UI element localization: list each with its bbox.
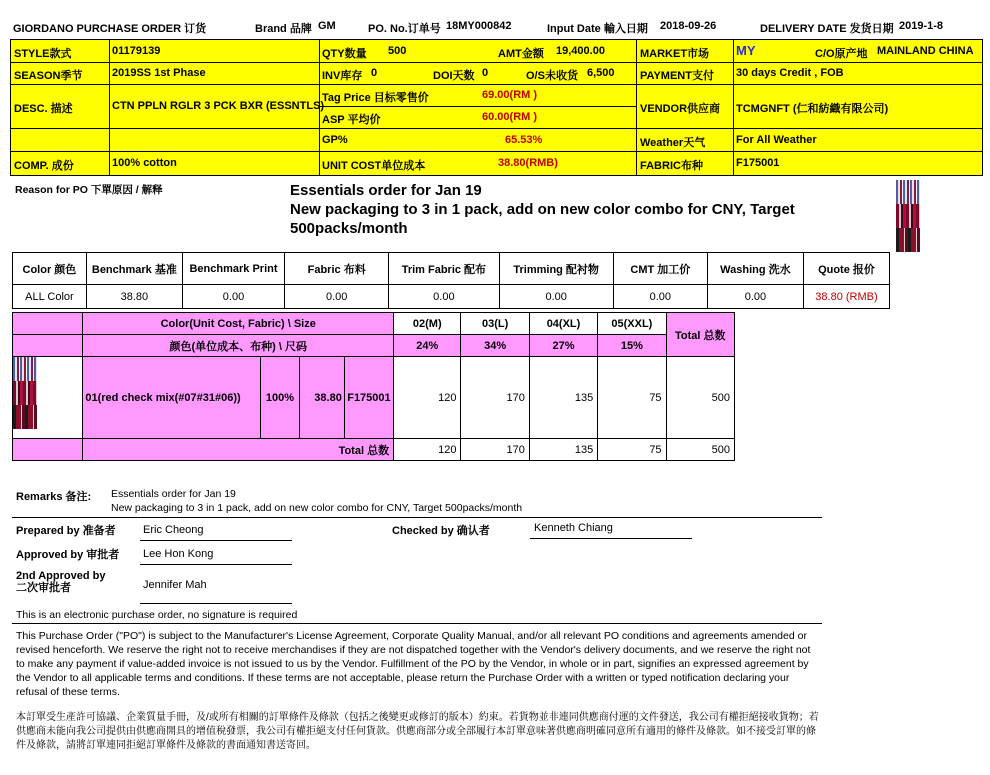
delivery-date-label: DELIVERY DATE 发货日期 bbox=[760, 23, 894, 35]
size-table-title: Color(Unit Cost, Fabric) \ Size bbox=[83, 313, 394, 335]
color-fabric-cell: F175001 bbox=[344, 357, 393, 439]
weather-value: For All Weather bbox=[736, 134, 817, 146]
os-value: 6,500 bbox=[587, 67, 615, 79]
color-swatch-cell bbox=[13, 357, 83, 439]
grand-total-cell: 500 bbox=[666, 439, 734, 461]
weather-label: Weather天气 bbox=[640, 137, 706, 149]
fabric-swatch-2 bbox=[896, 204, 920, 228]
benchmark-cell: 38.80 bbox=[86, 285, 182, 309]
benchmark-table bbox=[12, 252, 890, 309]
delivery-date-value: 2019-1-8 bbox=[899, 20, 944, 32]
fabric-swatch-3 bbox=[896, 228, 920, 252]
season-value: 2019SS 1st Phase bbox=[112, 67, 206, 79]
comp-label: COMP. 成份 bbox=[14, 160, 74, 172]
size-header: 04(XL) bbox=[529, 313, 597, 335]
color-cost-cell: 38.80 bbox=[299, 357, 344, 439]
benchmark-header-cell: CMT 加工价 bbox=[613, 253, 707, 285]
origin-label: C/O原产地 bbox=[815, 48, 868, 60]
size-percent: 27% bbox=[529, 335, 597, 357]
size-percent: 15% bbox=[598, 335, 666, 357]
terms-chinese: 本訂單受生產許可協議、企業質量手冊，及/或所有相關的訂單條件及條款（包括之後變更或修訂的版本）約束。若貨物並非連同供應商付運的文件發送，我公司有權拒絕接收貨物；若供應商未能向我公司提供由供應商開具的增值稅發票，我公司有權拒絕支付任何貨款。供應商部分或全部履行本訂單意味著供應商明確同意所有適用的條件及條款。如不接受訂單的條件及條款，請將訂單連同拒絕訂單條件及條款的書面通知書送寄回。 bbox=[16, 712, 819, 751]
totals-label: Total 总数 bbox=[83, 439, 394, 461]
po-number-label: PO. No.订单号 bbox=[368, 23, 441, 35]
row-total-cell: 500 bbox=[666, 357, 734, 439]
brand-label: Brand 品牌 bbox=[255, 23, 312, 35]
style-label: STYLE款式 bbox=[14, 48, 72, 60]
color-name-cell: 01(red check mix(#07#31#06)) bbox=[83, 357, 261, 439]
approved-by-label: Approved by 审批者 bbox=[16, 549, 120, 561]
size-percent: 24% bbox=[394, 335, 461, 357]
fabric-label: FABRIC布种 bbox=[640, 160, 703, 172]
qty-cell: 120 bbox=[394, 357, 461, 439]
second-approved-value: Jennifer Mah bbox=[143, 579, 207, 591]
gp-label: GP% bbox=[322, 134, 348, 146]
benchmark-header-cell: Quote 报价 bbox=[803, 253, 889, 285]
prepared-by-value: Eric Cheong bbox=[143, 524, 204, 536]
qty-cell: 75 bbox=[598, 357, 666, 439]
divider bbox=[12, 623, 822, 624]
terms-english: This Purchase Order ("PO") is subject to the Manufacturer's License Agreement, Corporate Quality Manual, and/or all relevant PO conditions and agreements amended or revised henceforth. We reserve the right not to receive merchandises if they are not dispatched together with the Vendor's delivery documents, and we reserve the right not to make any payment if value-added invoice is not issued to us by the Vendor. Fulfillment of the PO by the Vendor, in whole or in part, signifies an expressed agreement by the Vendor to all applicable terms and conditions. If these terms are not acceptable, please return the Purchase Order with a written or typed notification declaring your refusal of these terms. bbox=[16, 630, 811, 698]
brand-value: GM bbox=[318, 20, 336, 32]
second-approved-label: 2nd Approved by 二次审批者 bbox=[16, 570, 106, 594]
payment-value: 30 days Credit , FOB bbox=[736, 67, 844, 79]
qty-label: QTY数量 bbox=[322, 48, 367, 60]
divider bbox=[12, 517, 822, 518]
vendor-value: TCMGNFT (仁和紡織有限公司) bbox=[736, 103, 889, 115]
vendor-label: VENDOR供应商 bbox=[640, 103, 721, 115]
fabric-value: F175001 bbox=[736, 157, 780, 169]
size-header: 03(L) bbox=[461, 313, 529, 335]
input-date-label: Input Date 輸入日期 bbox=[547, 23, 648, 35]
color-swatch-2 bbox=[13, 381, 37, 405]
color-pct-cell: 100% bbox=[261, 357, 299, 439]
size-header: 02(M) bbox=[394, 313, 461, 335]
asp-label: ASP 平均价 bbox=[322, 114, 381, 126]
amt-label: AMT金额 bbox=[498, 48, 544, 60]
qty-value: 500 bbox=[388, 45, 407, 57]
doi-value: 0 bbox=[482, 67, 489, 79]
total-qty-cell: 120 bbox=[394, 439, 461, 461]
qty-cell: 135 bbox=[529, 357, 597, 439]
benchmark-quote-cell: 38.80 (RMB) bbox=[803, 285, 889, 309]
signature-line bbox=[140, 603, 292, 604]
unit-cost-label: UNIT COST单位成本 bbox=[322, 160, 426, 172]
prepared-by-label: Prepared by 准备者 bbox=[16, 525, 116, 537]
origin-value: MAINLAND CHINA bbox=[877, 45, 974, 57]
qty-cell: 170 bbox=[461, 357, 529, 439]
total-qty-cell: 170 bbox=[461, 439, 529, 461]
benchmark-header-cell: Washing 洗水 bbox=[707, 253, 803, 285]
total-qty-cell: 135 bbox=[529, 439, 597, 461]
benchmark-header-cell: Fabric 布料 bbox=[285, 253, 389, 285]
gp-value: 65.53% bbox=[505, 134, 543, 146]
payment-label: PAYMENT支付 bbox=[640, 70, 714, 82]
unit-cost-value: 38.80(RMB) bbox=[498, 157, 558, 169]
os-label: O/S未收货 bbox=[526, 70, 578, 82]
asp-value: 60.00(RM ) bbox=[482, 111, 538, 123]
tag-price-label: Tag Price 目标零售价 bbox=[322, 92, 429, 104]
benchmark-cell: 0.00 bbox=[613, 285, 707, 309]
size-percent: 34% bbox=[461, 335, 529, 357]
style-value: 01179139 bbox=[112, 45, 161, 57]
size-header: 05(XXL) bbox=[598, 313, 666, 335]
desc-value: CTN PPLN RGLR 3 PCK BXR (ESSNTLS) bbox=[112, 100, 325, 112]
totals-row bbox=[13, 439, 735, 461]
signature-line bbox=[140, 564, 292, 565]
po-number-value: 18MY000842 bbox=[446, 20, 512, 32]
input-date-value: 2018-09-26 bbox=[660, 20, 717, 32]
remarks-text: Essentials order for Jan 19 New packaging to 3 in 1 pack, add on new color combo for CNY, Target 500packs/month bbox=[111, 488, 523, 514]
market-value: MY bbox=[736, 43, 756, 58]
checked-by-value: Kenneth Chiang bbox=[534, 522, 613, 534]
benchmark-cell: 0.00 bbox=[707, 285, 803, 309]
benchmark-header-row bbox=[13, 253, 890, 285]
benchmark-row bbox=[13, 285, 890, 309]
reason-label: Reason for PO 下單原因 / 解释 bbox=[15, 184, 163, 196]
total-qty-cell: 75 bbox=[598, 439, 666, 461]
benchmark-cell: 0.00 bbox=[499, 285, 613, 309]
tag-price-value: 69.00(RM ) bbox=[482, 89, 538, 101]
inv-label: INV库存 bbox=[322, 70, 363, 82]
benchmark-header-cell: Benchmark Print bbox=[182, 253, 284, 285]
po-title: GIORDANO PURCHASE ORDER 订货 bbox=[13, 23, 207, 35]
signature-line bbox=[140, 540, 292, 541]
benchmark-cell: ALL Color bbox=[13, 285, 87, 309]
comp-value: 100% cotton bbox=[112, 157, 177, 169]
reason-text: Essentials order for Jan 19 New packaging to 3 in 1 pack, add on new color combo for CNY, Target 500packs/month bbox=[290, 182, 795, 237]
color-row bbox=[13, 357, 735, 439]
size-table-subtitle: 颜色(单位成本、布种) \ 尺码 bbox=[83, 335, 394, 357]
benchmark-header-cell: Benchmark 基准 bbox=[86, 253, 182, 285]
total-header: Total 总数 bbox=[666, 313, 734, 357]
amt-value: 19,400.00 bbox=[556, 45, 605, 57]
fabric-swatch-images bbox=[896, 180, 920, 252]
desc-label: DESC. 描述 bbox=[14, 103, 73, 115]
remarks-label: Remarks 备注: bbox=[16, 491, 92, 503]
benchmark-cell: 0.00 bbox=[389, 285, 499, 309]
season-label: SEASON季节 bbox=[14, 70, 83, 82]
benchmark-header-cell: Trimming 配衬物 bbox=[499, 253, 613, 285]
checked-by-label: Checked by 确认者 bbox=[392, 525, 490, 537]
signature-line bbox=[530, 538, 692, 539]
benchmark-cell: 0.00 bbox=[285, 285, 389, 309]
inv-value: 0 bbox=[371, 67, 378, 79]
market-label: MARKET市场 bbox=[640, 48, 710, 60]
size-breakdown-table bbox=[12, 312, 735, 461]
approved-by-value: Lee Hon Kong bbox=[143, 548, 214, 560]
benchmark-cell: 0.00 bbox=[182, 285, 284, 309]
electronic-note: This is an electronic purchase order, no signature is required bbox=[16, 609, 298, 621]
fabric-swatch-1 bbox=[896, 180, 920, 204]
benchmark-header-cell: Trim Fabric 配布 bbox=[389, 253, 499, 285]
benchmark-header-cell: Color 颜色 bbox=[13, 253, 87, 285]
doi-label: DOI天数 bbox=[433, 70, 475, 82]
color-swatch-1 bbox=[13, 357, 37, 381]
color-swatch-3 bbox=[13, 405, 37, 429]
